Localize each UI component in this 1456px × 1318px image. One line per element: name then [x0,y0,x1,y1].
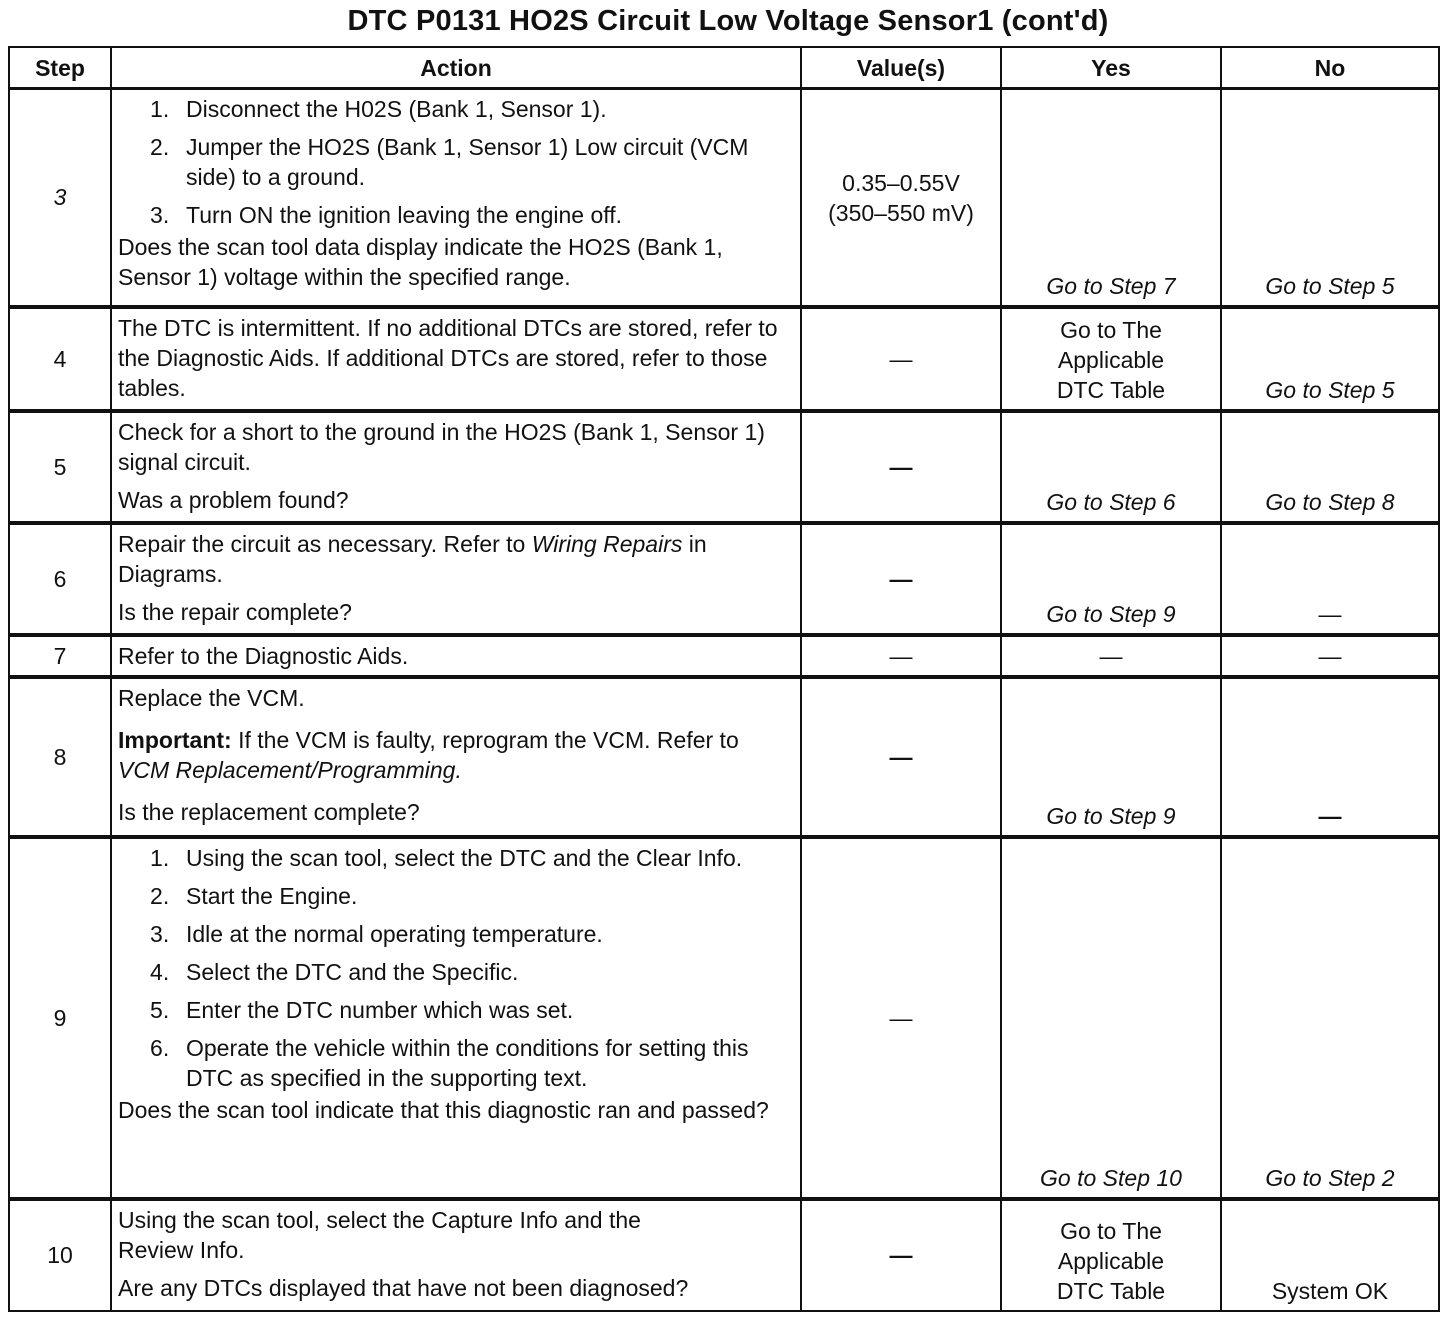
step-number: 4 [9,307,111,411]
action-step: 3. Turn ON the ignition leaving the engine off. [182,200,792,230]
value-dash: — [889,1242,913,1268]
table-row-step-6 [9,523,1439,635]
value-voltage: 0.35–0.55V [842,170,960,196]
yes-cell: Go to Step 9 [1001,677,1221,837]
action-step: 4. Select the DTC and the Specific. [182,957,792,987]
step-number: 6 [9,523,111,635]
value-cell [801,1199,1001,1311]
action-text-after: in Diagrams. [118,530,707,587]
no-dash: — [1318,642,1342,669]
value-cell [801,411,1001,523]
action-cell [111,677,801,837]
action-step: 1. Disconnect the H02S (Bank 1, Sensor 1). [182,94,792,124]
wiring-repairs-reference: Wiring Repairs [531,530,683,557]
page-title: DTC P0131 HO2S Circuit Low Voltage Sensor1 (cont'd) [347,5,1109,37]
table-row-step-3 [9,89,1439,307]
table-row-step-9 [9,837,1439,1199]
action-text [118,529,792,589]
yes-cell: Go to The Applicable DTC Table [1001,1199,1221,1311]
yes-cell: Go to Step 10 [1001,837,1221,1199]
no-cell: System OK [1221,1199,1439,1311]
no-dash: — [1318,600,1342,627]
action-step: 6. Operate the vehicle within the conditions for setting this DTC as specified in the supporting text. [182,1033,792,1093]
yes-cell: Go to The Applicable DTC Table [1001,307,1221,411]
value-cell [801,523,1001,635]
header-no: No [1221,47,1439,89]
action-step: 2. Start the Engine. [182,881,792,911]
yes-cell: Go to Step 7 [1001,89,1221,307]
action-text: Check for a short to the ground in the HO2S (Bank 1, Sensor 1) signal circuit. [118,418,765,475]
action-step: 5. Enter the DTC number which was set. [182,995,792,1025]
important-label: Important: [118,726,232,753]
action-cell [111,837,801,1199]
no-cell [1221,635,1439,677]
action-cell [111,307,801,411]
action-steps [118,843,792,1093]
header-yes: Yes [1001,47,1221,89]
value-dash: — [889,743,913,770]
value-millivolt: (350–550 mV) [828,200,974,226]
action-question: Does the scan tool data display indicate the HO2S (Bank 1, Sensor 1) voltage within the specified range. [118,234,723,290]
action-step: 1. Using the scan tool, select the DTC and the Clear Info. [182,843,792,873]
no-dash: — [1318,802,1342,829]
action-text-before: Repair the circuit as necessary. Refer to [118,530,532,557]
header-values: Value(s) [801,47,1001,89]
no-cell: Go to Step 8 [1221,411,1439,523]
step-number: 3 [9,89,111,307]
diagnostic-table [8,46,1440,1312]
no-cell [1221,677,1439,837]
step-number: 9 [9,837,111,1199]
value-cell [801,677,1001,837]
table-row-step-5 [9,411,1439,523]
header-action: Action [111,47,801,89]
no-cell [1221,523,1439,635]
important-text: If the VCM is faulty, reprogram the VCM. Refer to [231,726,739,753]
step-number: 10 [9,1199,111,1311]
action-question: Is the repair complete? [118,598,352,625]
value-dash: — [889,565,913,592]
header-step: Step [9,47,111,89]
table-row-step-8 [9,677,1439,837]
action-text: The DTC is intermittent. If no additional DTCs are stored, refer to the Diagnostic Aids. If additional DTCs are stored, refer to those tables. [118,314,778,401]
yes-cell [1001,635,1221,677]
value-cell [801,89,1001,307]
step-number: 7 [9,635,111,677]
value-cell [801,635,1001,677]
value-cell [801,307,1001,411]
value-dash: — [889,642,913,669]
action-question: Was a problem found? [118,486,349,513]
action-cell [111,89,801,307]
action-text: Refer to the Diagnostic Aids. [118,642,409,669]
action-step: 3. Idle at the normal operating temperature. [182,919,792,949]
value-cell [801,837,1001,1199]
action-cell [111,523,801,635]
action-cell [111,411,801,523]
table-row-step-4 [9,307,1439,411]
step-number: 5 [9,411,111,523]
table-row-step-7 [9,635,1439,677]
action-question: Does the scan tool indicate that this diagnostic ran and passed? [118,1096,769,1123]
value-dash: — [889,453,913,480]
action-steps [118,94,792,230]
vcm-replacement-reference: VCM Replacement/Programming. [118,756,462,783]
value-dash: — [889,345,913,372]
action-text: Using the scan tool, select the Capture Info and the Review Info. [118,1206,641,1263]
yes-dash: — [1099,642,1123,669]
step-number: 8 [9,677,111,837]
yes-cell: Go to Step 9 [1001,523,1221,635]
yes-cell: Go to Step 6 [1001,411,1221,523]
table-header-row [9,47,1439,89]
action-question: Is the replacement complete? [118,798,420,825]
action-question: Are any DTCs displayed that have not been diagnosed? [118,1274,689,1301]
action-text: Replace the VCM. [118,684,305,711]
no-cell: Go to Step 2 [1221,837,1439,1199]
value-dash: — [889,1004,913,1031]
no-cell: Go to Step 5 [1221,307,1439,411]
action-cell [111,1199,801,1311]
important-note [118,725,792,785]
action-cell [111,635,801,677]
action-step: 2. Jumper the HO2S (Bank 1, Sensor 1) Low circuit (VCM side) to a ground. [182,132,792,192]
table-row-step-10 [9,1199,1439,1311]
no-cell: Go to Step 5 [1221,89,1439,307]
